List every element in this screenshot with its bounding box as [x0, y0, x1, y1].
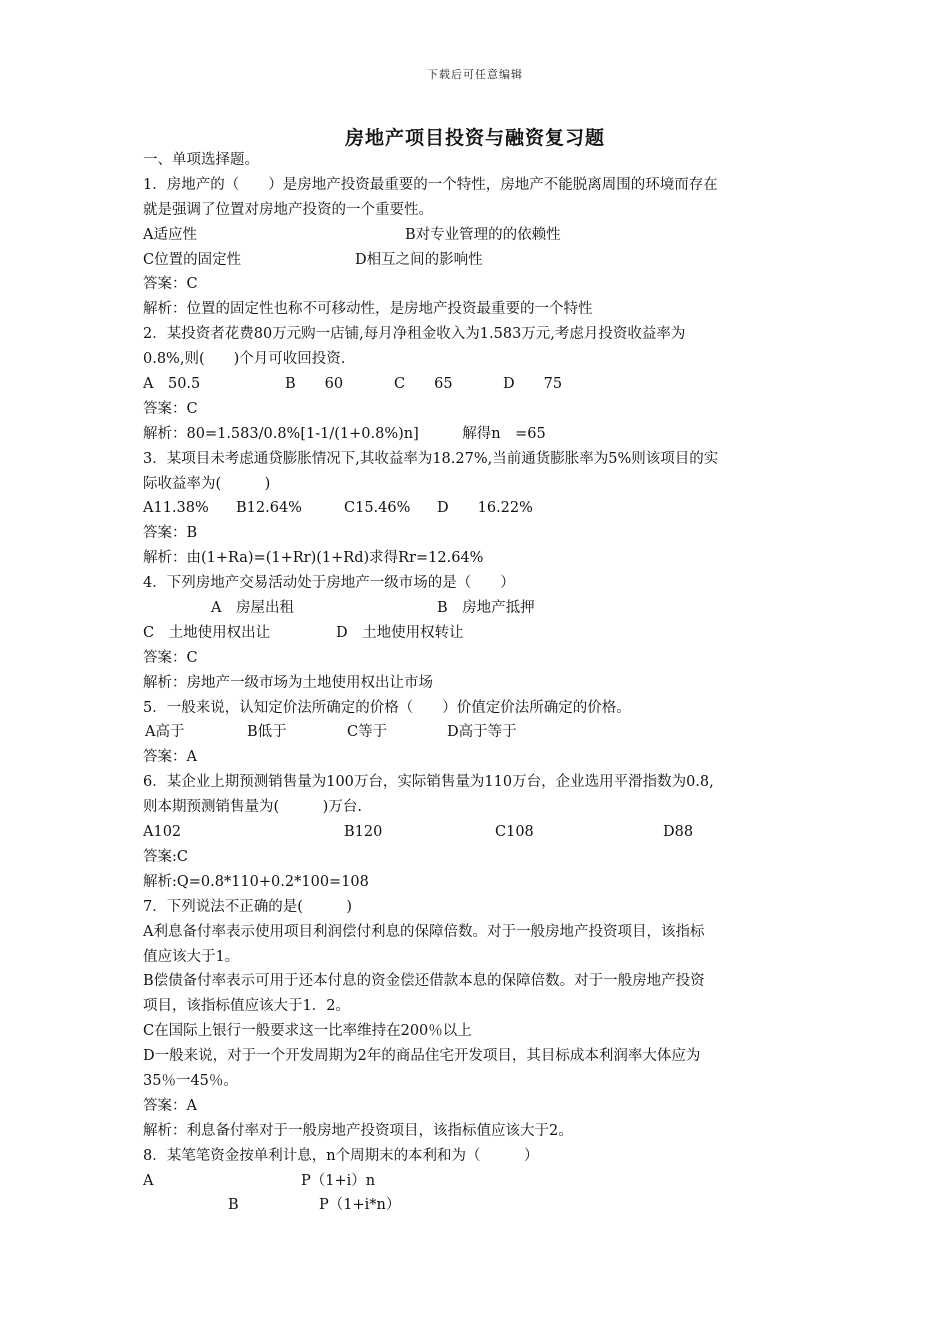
option-c: C108 — [495, 824, 534, 841]
option-a: A102 — [143, 824, 182, 841]
question-6-text-cont: 则本期预测销售量为( )万台. — [143, 799, 362, 816]
question-2-answer: 答案：C — [143, 400, 198, 417]
question-8-option-b — [143, 1193, 813, 1218]
option-d: D 16.22% — [437, 500, 533, 517]
question-2-analysis: 解析：80=1.583/0.8%[1-1/(1+0.8%)n] 解得n =65 — [143, 425, 546, 442]
question-6-answer: 答案:C — [143, 848, 188, 865]
page-title: 房地产项目投资与融资复习题 — [344, 127, 605, 149]
option-a-value: P（1+i）n — [301, 1172, 376, 1189]
question-4-answer: 答案：C — [143, 649, 198, 666]
question-8-option-a — [143, 1169, 813, 1194]
question-7-option-b-cont: 项目，该指标值应该大于1．2。 — [143, 998, 350, 1015]
question-7-answer: 答案：A — [143, 1097, 197, 1114]
option-a-label: A — [143, 1172, 154, 1189]
option-d: D相互之间的影响性 — [355, 251, 483, 268]
option-c: C 65 — [394, 376, 453, 393]
question-3-answer: 答案：B — [143, 525, 198, 542]
option-c: C位置的固定性 — [143, 251, 242, 268]
question-7-option-a-cont: 值应该大于1。 — [143, 948, 240, 965]
option-a: A11.38% — [143, 500, 209, 517]
page-header: 下载后可任意编辑 — [427, 68, 523, 81]
document-body — [143, 148, 813, 1218]
question-4-analysis: 解析：房地产一级市场为土地使用权出让市场 — [143, 674, 433, 691]
question-3-analysis: 解析：由(1+Ra)=(1+Rr)(1+Rd)求得Rr=12.64% — [143, 550, 484, 567]
option-a: A 房屋出租 — [211, 600, 294, 617]
question-7-option-a: A利息备付率表示使用项目利润偿付利息的保障倍数。对于一般房地产投资项目，该指标 — [143, 923, 705, 940]
option-b: B120 — [344, 824, 383, 841]
question-1-options-row1 — [143, 223, 813, 248]
option-d: D高于等于 — [447, 724, 517, 741]
question-5-options — [143, 720, 813, 745]
question-1-options-row2 — [143, 248, 813, 273]
question-3-text-cont: 际收益率为( ) — [143, 475, 271, 492]
option-b: B12.64% — [236, 500, 302, 517]
question-4-options-row2 — [143, 621, 813, 646]
question-1-text: 1．房地产的（ ）是房地产投资最重要的一个特性，房地产不能脱离周围的环境而存在 — [143, 176, 718, 193]
option-d: D 75 — [503, 376, 563, 393]
question-7-analysis: 解析：利息备付率对于一般房地产投资项目，该指标值应该大于2。 — [143, 1122, 573, 1139]
question-7-option-b: B偿债备付率表示可用于还本付息的资金偿还借款本息的保障倍数。对于一般房地产投资 — [143, 973, 705, 990]
question-8-text: 8．某笔笔资金按单利计息，n个周期末的本利和为（ ） — [143, 1147, 539, 1164]
question-7-text: 7．下列说法不正确的是( ) — [143, 898, 353, 915]
question-4-text: 4．下列房地产交易活动处于房地产一级市场的是（ ） — [143, 575, 515, 592]
question-2-text: 2．某投资者花费80万元购一店铺,每月净租金收入为1.583万元,考虑月投资收益率为 — [143, 326, 686, 343]
option-c: C15.46% — [344, 500, 411, 517]
question-5-text: 5．一般来说，认知定价法所确定的价格（ ）价值定价法所确定的价格。 — [143, 699, 631, 716]
question-7-option-d-cont: 35％一45％。 — [143, 1072, 238, 1089]
question-6-text: 6．某企业上期预测销售量为100万台，实际销售量为110万台，企业选用平滑指数为0.8, — [143, 774, 714, 791]
option-a: A 50.5 — [143, 376, 201, 393]
question-1-answer: 答案：C — [143, 276, 198, 293]
section-heading: 一、单项选择题。 — [143, 152, 259, 168]
question-1-text-cont: 就是强调了位置对房地产投资的一个重要性。 — [143, 201, 433, 218]
option-a: A适应性 — [143, 226, 197, 243]
option-b: B 房地产抵押 — [437, 600, 535, 617]
question-7-option-d: D一般来说，对于一个开发周期为2年的商品住宅开发项目，其目标成本利润率大体应为 — [143, 1048, 701, 1065]
option-d: D88 — [663, 824, 694, 841]
question-6-options — [143, 820, 813, 845]
option-b-value: P（1+i*n） — [319, 1197, 401, 1214]
option-d: D 土地使用权转让 — [336, 624, 464, 641]
option-c: C等于 — [347, 724, 388, 741]
question-3-text: 3．某项目未考虑通贷膨胀情况下,其收益率为18.27%,当前通货膨胀率为5%则该项目的实 — [143, 450, 719, 467]
question-1-analysis: 解析：位置的固定性也称不可移动性，是房地产投资最重要的一个特性 — [143, 301, 593, 318]
question-2-options — [143, 372, 813, 397]
option-b: B对专业管理的的依赖性 — [405, 226, 561, 243]
question-3-options — [143, 496, 813, 521]
question-7-option-c: C在国际上银行一般要求这一比率维持在200％以上 — [143, 1023, 472, 1040]
option-b: B 60 — [285, 376, 344, 393]
option-b: B低于 — [247, 724, 287, 741]
option-a: A高于 — [145, 724, 185, 741]
question-2-text-cont: 0.8%,则( )个月可收回投资. — [143, 351, 346, 368]
option-b-label: B — [228, 1197, 239, 1214]
option-c: C 土地使用权出让 — [143, 624, 271, 641]
question-5-answer: 答案：A — [143, 749, 197, 766]
question-4-options-row1 — [143, 596, 813, 621]
question-6-analysis: 解析:Q=0.8*110+0.2*100=108 — [143, 873, 369, 890]
